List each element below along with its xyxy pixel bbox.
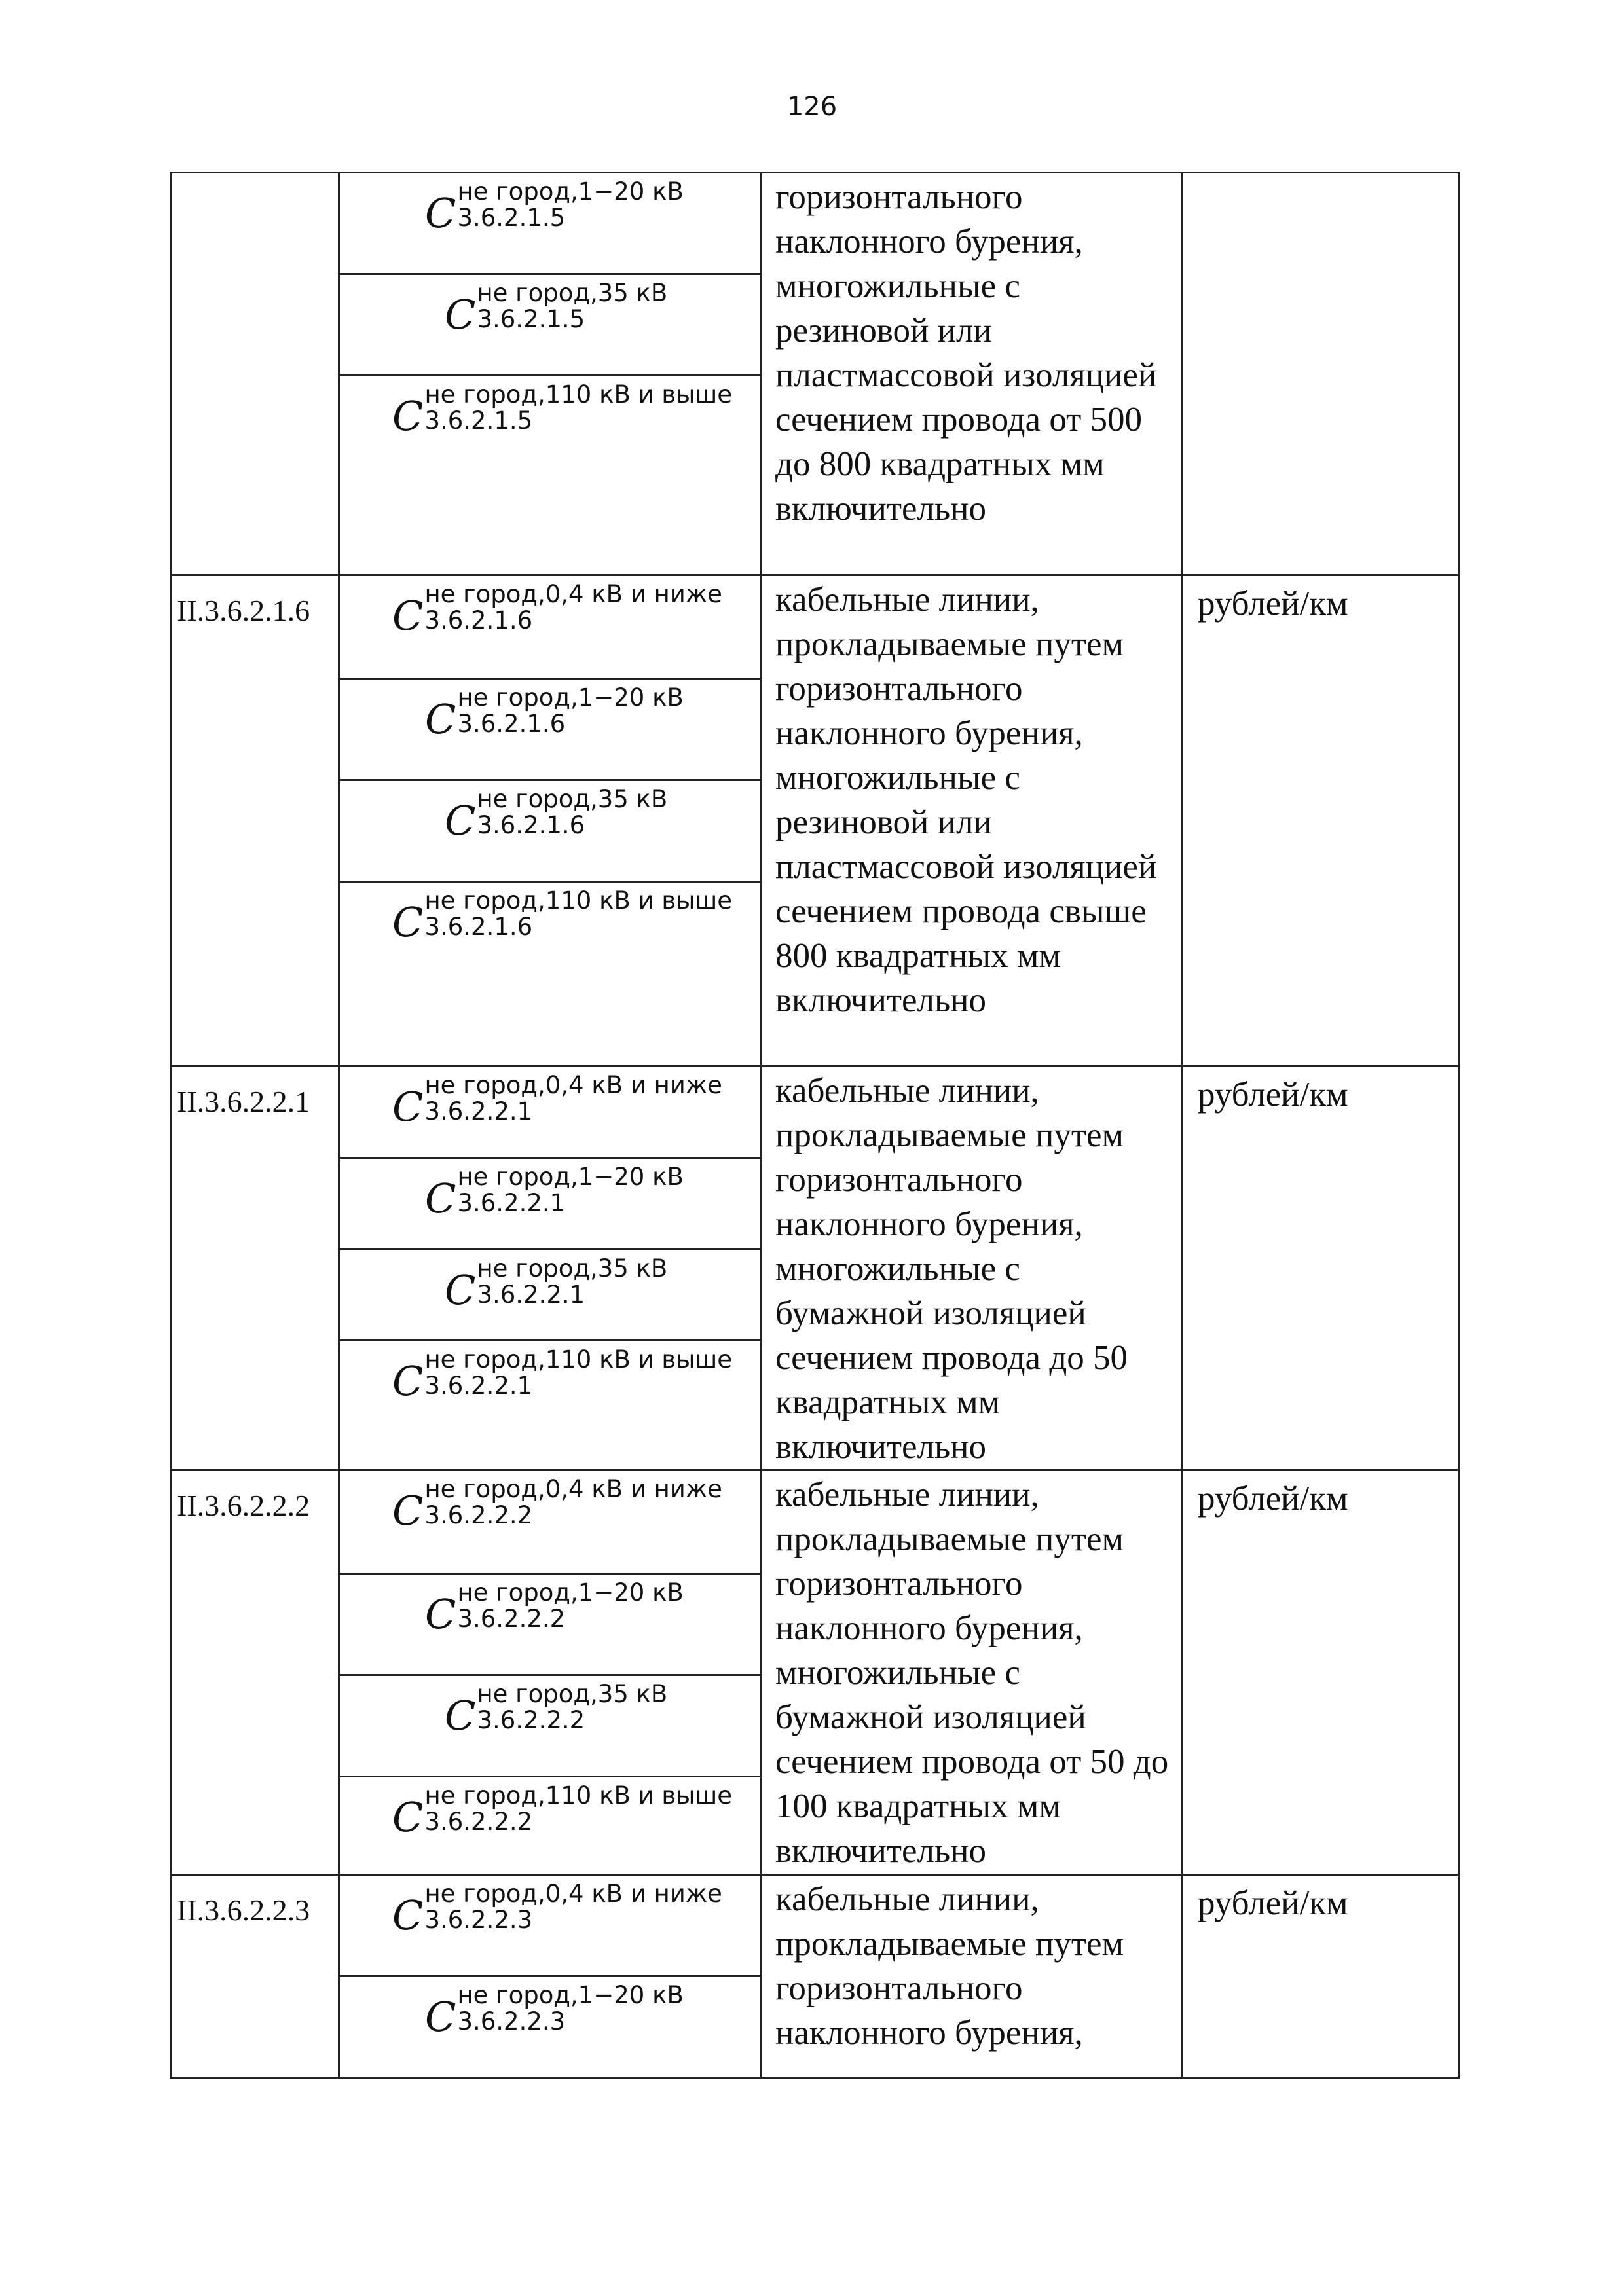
tariff-symbol [340,576,760,640]
symbol-subscript: 3.6.2.1.6 [424,606,533,634]
row-code: II.3.6.2.2.2 [177,1489,310,1522]
symbol-letter: C [425,1590,456,1638]
tariff-symbol [340,376,760,440]
symbol-superscript: не город,0,4 кВ и ниже [424,1475,722,1503]
symbol-subscript: 3.6.2.1.5 [477,305,585,333]
symbol-cell [339,173,762,274]
symbol-superscript: не город,1−20 кВ [457,1578,684,1607]
symbol-cell [339,575,762,679]
symbol-superscript: не город,110 кВ и выше [424,886,733,915]
tariff-table [170,172,1460,2079]
symbol-subscript: 3.6.2.1.5 [424,407,533,435]
tariff-symbol [340,1471,760,1535]
symbol-letter: C [392,1083,424,1131]
symbol-superscript: не город,1−20 кВ [457,1162,684,1191]
tariff-symbol [340,1159,760,1222]
symbol-superscript: не город,110 кВ и выше [424,380,733,409]
symbol-letter: C [425,1174,456,1222]
symbol-cell [339,1574,762,1675]
symbol-cell [339,1341,762,1470]
description-cell [762,173,1183,575]
description-cell [762,1875,1183,2078]
tariff-symbol [340,173,760,237]
symbol-cell [339,1675,762,1777]
row-code [172,173,338,191]
symbol-superscript: не город,1−20 кВ [457,1981,684,2009]
symbol-subscript: 3.6.2.2.2 [424,1808,533,1836]
symbol-letter: C [425,189,456,237]
symbol-superscript: не город,0,4 кВ и ниже [424,1071,722,1099]
symbol-cell [339,376,762,575]
tariff-symbol [340,1341,760,1406]
symbol-superscript: не город,35 кВ [477,785,668,813]
table-row [171,575,1459,679]
unit-cell [1183,1875,1459,2078]
tariff-symbol [340,1575,760,1638]
row-unit: рублей/км [1198,1480,1348,1518]
tariff-symbol [340,1676,760,1740]
code-cell [171,1470,339,1875]
symbol-subscript: 3.6.2.2.2 [424,1501,533,1529]
table-row [171,1066,1459,1158]
tariff-symbol [340,1777,760,1841]
description-cell [762,1470,1183,1875]
code-cell [171,575,339,1066]
symbol-superscript: не город,110 кВ и выше [424,1781,733,1810]
symbol-cell [339,780,762,882]
symbol-superscript: не город,110 кВ и выше [424,1345,733,1374]
symbol-cell [339,1777,762,1875]
symbol-subscript: 3.6.2.2.1 [424,1372,533,1400]
symbol-cell [339,882,762,1066]
symbol-subscript: 3.6.2.1.6 [424,913,533,941]
symbol-subscript: 3.6.2.1.6 [477,811,585,839]
row-unit: рублей/км [1198,585,1348,623]
tariff-symbol [340,781,760,845]
row-description: кабельные линии, прокладываемые путем горизонтального наклонного бурения, многожильные с резиновой или пластмассовой изоляцией сечением провода свыше 800 квадратных мм включительно [775,581,1157,1019]
symbol-cell [339,274,762,376]
symbol-superscript: не город,1−20 кВ [457,177,684,206]
symbol-letter: C [445,1266,476,1314]
symbol-subscript: 3.6.2.2.1 [457,1188,566,1217]
symbol-letter: C [445,797,476,845]
row-description: кабельные линии, прокладываемые путем горизонтального наклонного бурения, многожильные с бумажной изоляцией сечением провода от 50 до 100 квадратных мм включительно [775,1476,1169,1870]
symbol-cell [339,1470,762,1574]
table-row [171,1470,1459,1574]
symbol-subscript: 3.6.2.1.6 [457,710,566,738]
symbol-letter: C [445,1692,476,1740]
symbol-subscript: 3.6.2.2.2 [457,1605,566,1633]
page-number: 126 [786,92,838,122]
row-code: II.3.6.2.2.3 [177,1893,310,1927]
symbol-letter: C [392,392,424,440]
unit-cell [1183,1066,1459,1470]
unit-cell [1183,575,1459,1066]
symbol-letter: C [392,1793,424,1841]
symbol-superscript: не город,35 кВ [477,1680,668,1708]
symbol-cell [339,1157,762,1249]
symbol-superscript: не город,35 кВ [477,279,668,307]
code-cell [171,173,339,575]
symbol-cell [339,1066,762,1158]
symbol-cell [339,679,762,780]
code-cell [171,1875,339,2078]
symbol-superscript: не город,0,4 кВ и ниже [424,1880,722,1908]
row-description: горизонтального наклонного бурения, многожильные с резиновой или пластмассовой изоляцией сечением провода от 500 до 800 квадратных мм включительно [775,178,1157,528]
symbol-letter: C [392,1357,424,1406]
code-cell [171,1066,339,1470]
tariff-symbol [340,680,760,743]
symbol-subscript: 3.6.2.2.1 [424,1097,533,1125]
table-row [171,173,1459,274]
unit-cell [1183,173,1459,575]
symbol-letter: C [445,291,476,338]
symbol-letter: C [392,1891,424,1939]
symbol-subscript: 3.6.2.2.3 [457,2007,566,2035]
row-description: кабельные линии, прокладываемые путем горизонтального наклонного бурения, многожильные с бумажной изоляцией сечением провода до 50 квадратных мм включительно [775,1072,1128,1466]
symbol-subscript: 3.6.2.2.2 [477,1706,585,1734]
description-cell [762,575,1183,1066]
tariff-symbol [340,1977,760,2041]
row-code: II.3.6.2.1.6 [177,594,310,627]
symbol-cell [339,1977,762,2078]
row-unit: рублей/км [1198,1076,1348,1114]
symbol-letter: C [392,898,424,946]
unit-cell [1183,1470,1459,1875]
symbol-cell [339,1249,762,1341]
symbol-cell [339,1875,762,1977]
row-unit [1183,173,1458,179]
symbol-letter: C [425,1993,456,2041]
symbol-subscript: 3.6.2.2.1 [477,1280,585,1309]
symbol-superscript: не город,1−20 кВ [457,683,684,712]
row-description: кабельные линии, прокладываемые путем горизонтального наклонного бурения, [775,1880,1124,2052]
symbol-letter: C [392,592,424,640]
tariff-symbol [340,883,760,946]
symbol-subscript: 3.6.2.2.3 [424,1906,533,1934]
table-row [171,1875,1459,1977]
symbol-letter: C [425,695,456,743]
symbol-superscript: не город,0,4 кВ и ниже [424,580,722,608]
description-cell [762,1066,1183,1470]
tariff-symbol [340,1250,760,1314]
row-code: II.3.6.2.2.1 [177,1085,310,1118]
symbol-letter: C [392,1487,424,1535]
symbol-superscript: не город,35 кВ [477,1254,668,1283]
tariff-symbol [340,275,760,338]
row-unit: рублей/км [1198,1884,1348,1922]
tariff-symbol [340,1876,760,1939]
tariff-symbol [340,1067,760,1131]
symbol-subscript: 3.6.2.1.5 [457,204,566,232]
